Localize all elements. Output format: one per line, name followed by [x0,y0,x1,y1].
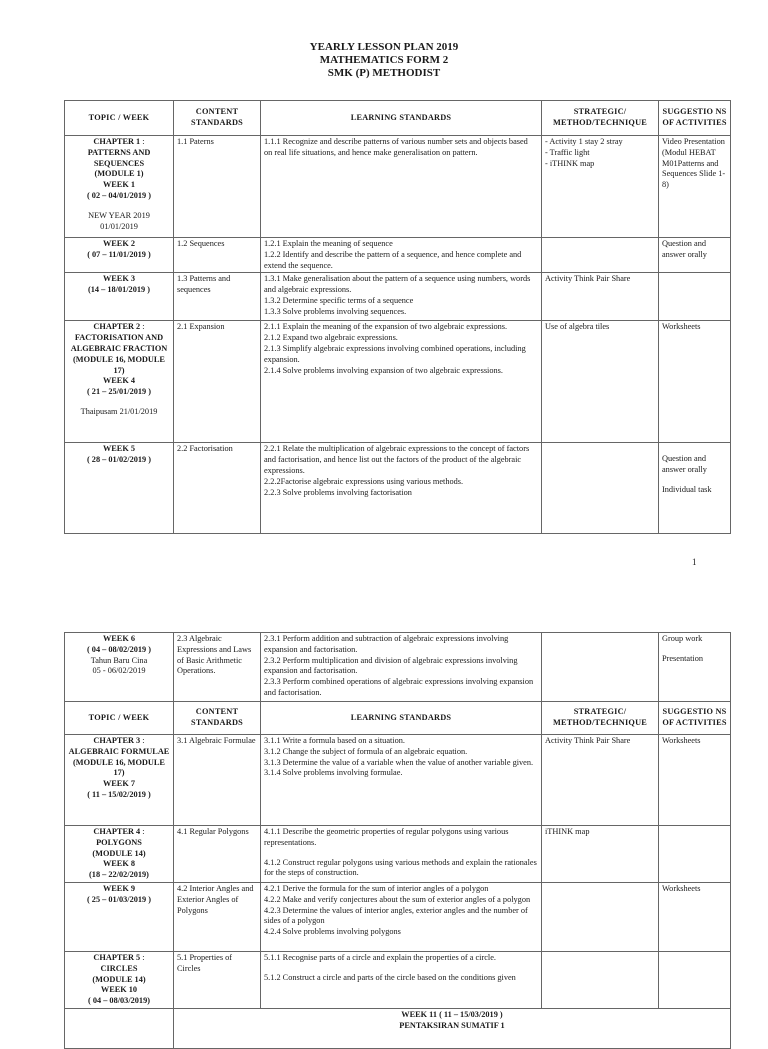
strategic-cell [542,238,659,273]
learning-standard: 3.1.2 Change the subject of formula of an algebraic equation. [264,746,468,756]
holiday-date: 01/01/2019 [100,221,138,231]
col-header-strategic: STRATEGIC/ METHOD/TECHNIQUE [542,702,659,735]
col-header-learning: LEARNING STANDARDS [261,101,542,136]
learning-standard: 4.1.1 Describe the geometric properties of regular polygons using various representations. [264,827,509,847]
activities-cell [659,633,731,702]
learning-standards-cell [261,238,542,273]
strategic-cell: Activity Think Pair Share [542,735,659,826]
week-dates: (14 – 18/01/2019 ) [88,285,150,295]
module-label: (MODULE 16, MODULE 17) [73,354,165,375]
learning-standards-cell [261,321,542,443]
learning-standard: 1.3.3 Solve problems involving sequences. [264,306,407,316]
learning-standards-cell [261,826,542,883]
chapter-label: CHAPTER 2 [93,322,141,332]
table-row [65,882,731,951]
assessment-cell [174,1008,731,1048]
learning-standards-cell [261,951,542,1008]
topic-cell [65,826,174,883]
module-label: (MODULE 16, MODULE 17) [73,757,165,778]
activities-cell: Worksheets [659,321,731,443]
week-dates: ( 02 – 04/01/2019 ) [86,190,152,200]
learning-standards-cell [261,136,542,238]
chapter-name: PATTERNS AND SEQUENCES [87,147,151,168]
activities-cell: Worksheets [659,735,731,826]
topic-cell [65,136,174,238]
document-header [0,41,768,80]
learning-standard: 1.2.1 Explain the meaning of sequence [264,239,393,248]
col-header-content: CONTENT STANDARDS [174,101,261,136]
chapter-label: CHAPTER 1 [93,137,141,146]
week-label: WEEK 1 [102,180,136,190]
holiday-date: 05 - 06/02/2019 [92,666,146,676]
table-row [65,951,731,1008]
week-label: WEEK 2 [102,239,136,248]
strategic-cell [542,443,659,534]
week-label: WEEK 3 [102,274,136,284]
col-header-topic: TOPIC / WEEK [65,101,174,136]
learning-standard: 2.3.3 Perform combined operations of algebraic expressions involving expansion and factorisation. [264,677,534,697]
activity-item: Group work [662,634,703,643]
topic-cell [65,735,174,826]
module-label: (MODULE 14) [92,974,146,984]
week-label: WEEK 6 [102,634,136,643]
content-standard-cell: 1.2 Sequences [174,238,261,273]
activities-cell: Video Presentation (Modul HEBAT M01Patterns and Sequences Slide 1-8) [659,136,731,238]
learning-standard: 2.2.1 Relate the multiplication of algebraic expressions to the concept of factors and factorisation, and hence list out the factors of the product of the algebraic expressions. [264,444,530,475]
holiday-name: Tahun Baru Cina [90,655,148,665]
activity-item: Question and answer orally [662,454,707,475]
lesson-plan-table-page-2 [64,632,731,1049]
page-number: 1 [692,557,697,567]
topic-cell [65,1008,174,1048]
col-header-content: CONTENT STANDARDS [174,702,261,735]
holiday-name: Thaipusam 21/01/2019 [80,406,158,416]
chapter-label: CHAPTER 3 [93,736,141,745]
table-row [65,735,731,826]
learning-standard: 1.3.2 Determine specific terms of a sequence [264,295,414,305]
chapter-label: CHAPTER 5 [93,952,141,962]
content-standard-cell: 2.1 Expansion [174,321,261,443]
learning-standards-cell [261,443,542,534]
chapter-suffix: : [140,827,145,836]
learning-standard: 4.2.2 Make and verify conjectures about the sum of exterior angles of a polygon [264,894,531,904]
week-label: WEEK 9 [102,883,136,893]
learning-standard: 2.3.1 Perform addition and subtraction of algebraic expressions involving expansion and factorisation. [264,634,509,654]
chapter-suffix: : [140,137,145,146]
holiday-name: NEW YEAR 2019 [88,210,150,220]
topic-cell [65,238,174,273]
subject-title: MATHEMATICS FORM 2 [319,54,449,66]
chapter-suffix: : [140,736,145,745]
table-header-row [65,702,731,735]
col-header-learning: LEARNING STANDARDS [261,702,542,735]
strategic-cell: iTHINK map [542,826,659,883]
strategic-cell [542,633,659,702]
table-row [65,238,731,273]
chapter-name: CIRCLES [100,963,138,973]
module-label: (MODULE 14) [92,848,146,858]
assessment-week: WEEK 11 ( 11 – 15/03/2019 ) [401,1009,503,1019]
learning-standard: 3.1.1 Write a formula based on a situation. [264,736,405,745]
assessment-name: PENTAKSIRAN SUMATIF 1 [399,1020,505,1030]
activities-cell: Question and answer orally [659,238,731,273]
table-row [65,321,731,443]
learning-standard: 2.1.3 Simplify algebraic expressions involving combined operations, including expansion. [264,343,526,364]
week-label: WEEK 5 [102,444,136,454]
learning-standard: 5.1.2 Construct a circle and parts of the circle based on the conditions given [264,972,516,982]
content-standard-cell: 5.1 Properties of Circles [174,951,261,1008]
week-dates: ( 04 – 08/03/2019) [88,996,150,1006]
week-dates: ( 28 – 01/02/2019 ) [86,455,152,465]
chapter-suffix: : [140,952,145,962]
content-standard-cell: 3.1 Algebraic Formulae [174,735,261,826]
week-dates: ( 11 – 15/02/2019 ) [87,789,151,799]
week-label: WEEK 10 [100,985,138,995]
strategic-cell: Use of algebra tiles [542,321,659,443]
col-header-strategic: STRATEGIC/ METHOD/TECHNIQUE [542,101,659,136]
activities-cell [659,443,731,534]
content-standard-cell: 4.2 Interior Angles and Exterior Angles of Polygons [174,882,261,951]
learning-standard: 4.2.3 Determine the values of interior angles, exterior angles and the number of sides of a polygon [264,905,528,926]
chapter-name: FACTORISATION AND ALGEBRAIC FRACTION [70,333,168,353]
activities-cell [659,951,731,1008]
content-standard-cell: 4.1 Regular Polygons [174,826,261,883]
activities-cell [659,273,731,321]
week-dates: ( 04 – 08/02/2019 ) [86,644,152,654]
strategic-cell: Activity Think Pair Share [542,273,659,321]
learning-standards-cell [261,273,542,321]
learning-standard: 1.2.2 Identify and describe the pattern of a sequence, and hence complete and extend the sequence. [264,249,522,270]
content-standard-cell: 1.3 Patterns and sequences [174,273,261,321]
learning-standard: 1.1.1 Recognize and describe patterns of various number sets and objects based on real life situations, and hence make generalisation on pattern. [264,137,528,157]
learning-standard: 1.3.1 Make generalisation about the pattern of a sequence using numbers, words and algebraic expressions. [264,274,531,295]
lesson-plan-table-page-1 [64,100,731,534]
chapter-label: CHAPTER 4 [93,827,141,836]
week-dates: ( 25 – 01/03/2019 ) [86,894,152,904]
strategy-item: - Traffic light [545,147,590,157]
table-row [65,633,731,702]
topic-cell [65,633,174,702]
learning-standard: 2.1.1 Explain the meaning of the expansion of two algebraic expressions. [264,322,508,332]
week-label: WEEK 4 [102,376,136,386]
col-header-activities: SUGGESTIO NS OF ACTIVITIES [659,101,731,136]
strategic-cell [542,951,659,1008]
learning-standard: 4.2.4 Solve problems involving polygons [264,927,401,937]
table-header-row [65,101,731,136]
topic-cell [65,321,174,443]
topic-cell [65,882,174,951]
plan-title: YEARLY LESSON PLAN 2019 [309,41,459,53]
week-label: WEEK 8 [102,859,136,869]
learning-standard: 2.3.2 Perform multiplication and division of algebraic expressions involving expansion and factorisation. [264,655,518,676]
table-row [65,136,731,238]
col-header-activities: SUGGESTIO NS OF ACTIVITIES [659,702,731,735]
learning-standards-cell [261,735,542,826]
content-standard-cell: 2.3 Algebraic Expressions and Laws of Basic Arithmetic Operations. [174,633,261,702]
learning-standards-cell [261,882,542,951]
topic-cell [65,273,174,321]
learning-standard: 5.1.1 Recognise parts of a circle and explain the properties of a circle. [264,952,496,962]
week-label: WEEK 7 [102,779,136,789]
week-dates: ( 21 – 25/01/2019 ) [86,387,152,397]
chapter-suffix: : [140,322,145,332]
learning-standard: 4.1.2 Construct regular polygons using various methods and explain the rationales for the steps of construction. [264,857,537,878]
activity-item: Individual task [662,484,712,494]
topic-cell [65,443,174,534]
table-row [65,443,731,534]
content-standard-cell: 1.1 Paterns [174,136,261,238]
chapter-name: POLYGONS [96,837,142,847]
learning-standard: 4.2.1 Derive the formula for the sum of interior angles of a polygon [264,883,489,893]
strategy-item: - Activity 1 stay 2 stray [545,137,623,146]
table-row [65,273,731,321]
week-dates: (18 – 22/02/2019) [89,870,149,880]
learning-standard: 2.1.2 Expand two algebraic expressions. [264,333,398,343]
topic-cell [65,951,174,1008]
learning-standard: 3.1.4 Solve problems involving formulae. [264,768,403,778]
strategic-cell [542,882,659,951]
col-header-topic: TOPIC / WEEK [65,702,174,735]
activities-cell: Worksheets [659,882,731,951]
activity-item: Presentation [662,653,704,663]
activities-cell [659,826,731,883]
school-name: SMK (P) METHODIST [327,67,441,79]
strategic-cell [542,136,659,238]
learning-standard: 2.2.3 Solve problems involving factorisation [264,487,412,497]
week-dates: ( 07 – 11/01/2019 ) [87,249,151,259]
strategy-item: - iTHINK map [545,158,595,168]
content-standard-cell: 2.2 Factorisation [174,443,261,534]
learning-standards-cell [261,633,542,702]
learning-standard: 2.1.4 Solve problems involving expansion of two algebraic expressions. [264,365,503,375]
chapter-name: ALGEBRAIC FORMULAE [68,746,170,756]
table-row [65,826,731,883]
module-label: (MODULE 1) [94,169,144,179]
learning-standard: 2.2.2Factorise algebraic expressions using various methods. [264,476,464,486]
table-row [65,1008,731,1048]
learning-standard: 3.1.3 Determine the value of a variable when the value of another variable given. [264,757,534,767]
